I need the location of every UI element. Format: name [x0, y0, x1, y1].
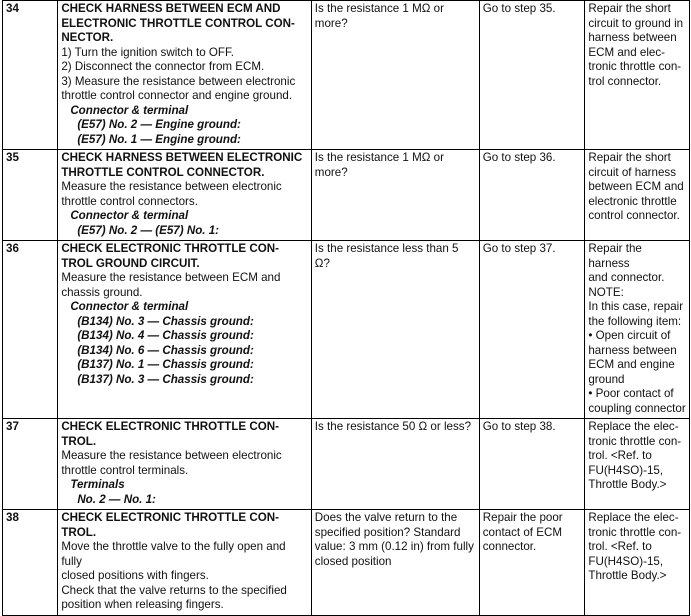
no-action-line: the following item:	[588, 314, 682, 328]
step-number: 38	[6, 511, 19, 524]
no-action-line: tronic throttle con-	[588, 525, 682, 539]
step-number-cell	[3, 1, 58, 150]
yes-action-line: Repair the poor	[482, 511, 563, 524]
no-action-line: Repair the short	[588, 151, 671, 164]
procedure-text-line: closed positions with fingers.	[61, 569, 209, 582]
check-question-cell	[311, 419, 479, 510]
no-action-line: NOTE:	[588, 285, 624, 299]
no-action-line: In this case, repair	[588, 300, 684, 313]
no-action-line: Repair the harness	[588, 242, 642, 270]
procedure-text-line: 1) Turn the ignition switch to OFF.	[61, 45, 235, 59]
procedure-title-line: CHECK ELECTRONIC THROTTLE CON-	[61, 242, 280, 255]
step-number: 36	[6, 242, 19, 255]
no-action-cell	[585, 241, 690, 419]
check-question-cell	[311, 241, 479, 419]
no-action-line: tronic throttle con-	[588, 434, 682, 448]
procedure-text-line: 3) Measure the resistance between electronic	[61, 74, 296, 88]
no-action-line: ECM and engine	[588, 358, 675, 371]
procedure-title-line: THROTTLE CONTROL CONNECTOR.	[61, 165, 265, 179]
yes-action-cell	[479, 1, 585, 150]
no-action-line: between ECM and	[588, 180, 684, 193]
connector-heading: Terminals	[70, 478, 125, 491]
no-action-line: trol. <Ref. to	[588, 540, 652, 553]
connector-terminal-line: (B134) No. 3 — Chassis ground:	[77, 314, 254, 328]
table-row	[3, 241, 690, 419]
check-question-line: Is the resistance 1 MΩ or	[314, 2, 444, 15]
procedure-cell	[58, 150, 311, 241]
procedure-text-line: throttle control connector and engine ground.	[61, 89, 293, 102]
connector-heading: Connector & terminal	[70, 209, 189, 222]
no-action-line: circuit of harness	[588, 165, 676, 179]
procedure-title-line: CHECK HARNESS BETWEEN ECM AND	[61, 2, 281, 15]
connector-terminal-line: (B134) No. 4 — Chassis ground:	[77, 329, 254, 342]
no-action-line: Replace the elec-	[588, 420, 679, 433]
check-question-line: more?	[314, 165, 348, 179]
procedure-text-line: Measure the resistance between electronic	[61, 449, 282, 462]
check-question-cell	[311, 510, 479, 616]
connector-terminal-line: (B134) No. 6 — Chassis ground:	[77, 343, 254, 357]
diagnostic-table	[2, 0, 690, 616]
yes-action-cell	[479, 150, 585, 241]
check-question-line: Is the resistance less than 5 Ω?	[314, 242, 459, 270]
table-row	[3, 510, 690, 616]
no-action-line: • Open circuit of	[588, 329, 671, 342]
procedure-text-line: 2) Disconnect the connector from ECM.	[61, 60, 265, 73]
step-number-cell	[3, 150, 58, 241]
connector-terminal-line: (E57) No. 1 — Engine ground:	[77, 132, 241, 146]
yes-action-line: Go to step 35.	[482, 2, 556, 15]
no-action-line: coupling connector	[588, 401, 686, 415]
table-row	[3, 150, 690, 241]
procedure-cell	[58, 510, 311, 616]
no-action-line: • Poor contact of	[588, 387, 674, 400]
connector-terminal-line: (E57) No. 2 — (E57) No. 1:	[77, 223, 220, 237]
diagnostic-table-body	[3, 1, 690, 616]
connector-heading: Connector & terminal	[70, 300, 189, 313]
no-action-line: control connector.	[588, 209, 680, 222]
yes-action-cell	[479, 241, 585, 419]
procedure-text-line: chassis ground.	[61, 285, 143, 299]
connector-heading: Connector & terminal	[70, 103, 189, 117]
connector-terminal-line: (B137) No. 3 — Chassis ground:	[77, 372, 254, 386]
procedure-title-line: ELECTRONIC THROTTLE CONTROL CON-	[61, 16, 295, 30]
connector-terminal-line: (E57) No. 2 — Engine ground:	[77, 118, 241, 131]
procedure-title-line: CHECK HARNESS BETWEEN ELECTRONIC	[61, 151, 303, 164]
connector-terminal-line: (B137) No. 1 — Chassis ground:	[77, 358, 254, 371]
no-action-cell	[585, 419, 690, 510]
check-question-line: more?	[314, 16, 348, 30]
procedure-text-line: Measure the resistance between ECM and	[61, 271, 281, 284]
procedure-title-line: NECTOR.	[61, 31, 114, 44]
no-action-line: tronic throttle con-	[588, 60, 682, 73]
yes-action-line: connector.	[482, 540, 537, 553]
no-action-line: trol connector.	[588, 74, 662, 88]
yes-action-cell	[479, 419, 585, 510]
no-action-line: harness between	[588, 343, 677, 357]
step-number-cell	[3, 419, 58, 510]
no-action-line: Throttle Body.>	[588, 478, 667, 491]
check-question-cell	[311, 150, 479, 241]
procedure-title-line: TROL GROUND CIRCUIT.	[61, 256, 200, 270]
procedure-text-line: Move the throttle valve to the fully open and fully	[61, 540, 286, 568]
table-row	[3, 1, 690, 150]
no-action-line: electronic throttle	[588, 194, 677, 208]
step-number: 34	[6, 2, 19, 15]
check-question-line: closed position	[314, 554, 392, 568]
procedure-title-line: TROL.	[61, 525, 97, 539]
procedure-text-line: throttle control connectors.	[61, 194, 198, 208]
step-number-cell	[3, 510, 58, 616]
table-row	[3, 419, 690, 510]
check-question-line: Is the resistance 1 MΩ or	[314, 151, 444, 164]
check-question-line: value: 3 mm (0.12 in) from fully	[314, 540, 474, 553]
no-action-line: Repair the short	[588, 2, 671, 15]
no-action-line: FU(H4SO)-15,	[588, 554, 664, 568]
yes-action-line: Go to step 38.	[482, 420, 556, 433]
check-question-line: Does the valve return to the	[314, 511, 458, 524]
procedure-cell	[58, 419, 311, 510]
yes-action-line: Go to step 37.	[482, 242, 556, 255]
procedure-title-line: CHECK ELECTRONIC THROTTLE CON-	[61, 511, 280, 524]
procedure-text-line: Check that the valve returns to the specified	[61, 583, 287, 597]
no-action-line: trol. <Ref. to	[588, 449, 652, 462]
yes-action-cell	[479, 510, 585, 616]
connector-terminal-line: No. 2 — No. 1:	[77, 492, 156, 506]
no-action-line: circuit to ground in	[588, 16, 684, 30]
procedure-cell	[58, 1, 311, 150]
no-action-line: Replace the elec-	[588, 511, 679, 524]
step-number: 35	[6, 151, 19, 164]
procedure-cell	[58, 241, 311, 419]
no-action-line: ECM and elec-	[588, 45, 666, 59]
procedure-title-line: TROL.	[61, 434, 97, 448]
procedure-text-line: throttle control terminals.	[61, 463, 189, 477]
no-action-line: and connector.	[588, 271, 665, 284]
no-action-line: Throttle Body.>	[588, 569, 667, 582]
step-number: 37	[6, 420, 19, 433]
no-action-line: harness between	[588, 31, 677, 44]
no-action-cell	[585, 510, 690, 616]
no-action-cell	[585, 150, 690, 241]
procedure-text-line: Measure the resistance between electronic	[61, 180, 282, 193]
no-action-line: ground	[588, 372, 625, 386]
procedure-text-line: position when releasing fingers.	[61, 598, 224, 611]
step-number-cell	[3, 241, 58, 419]
procedure-title-line: CHECK ELECTRONIC THROTTLE CON-	[61, 420, 280, 433]
no-action-line: FU(H4SO)-15,	[588, 463, 664, 477]
check-question-line: specified position? Standard	[314, 525, 461, 539]
check-question-cell	[311, 1, 479, 150]
no-action-cell	[585, 1, 690, 150]
yes-action-line: contact of ECM	[482, 525, 563, 539]
check-question-line: Is the resistance 50 Ω or less?	[314, 420, 472, 433]
yes-action-line: Go to step 36.	[482, 151, 556, 164]
